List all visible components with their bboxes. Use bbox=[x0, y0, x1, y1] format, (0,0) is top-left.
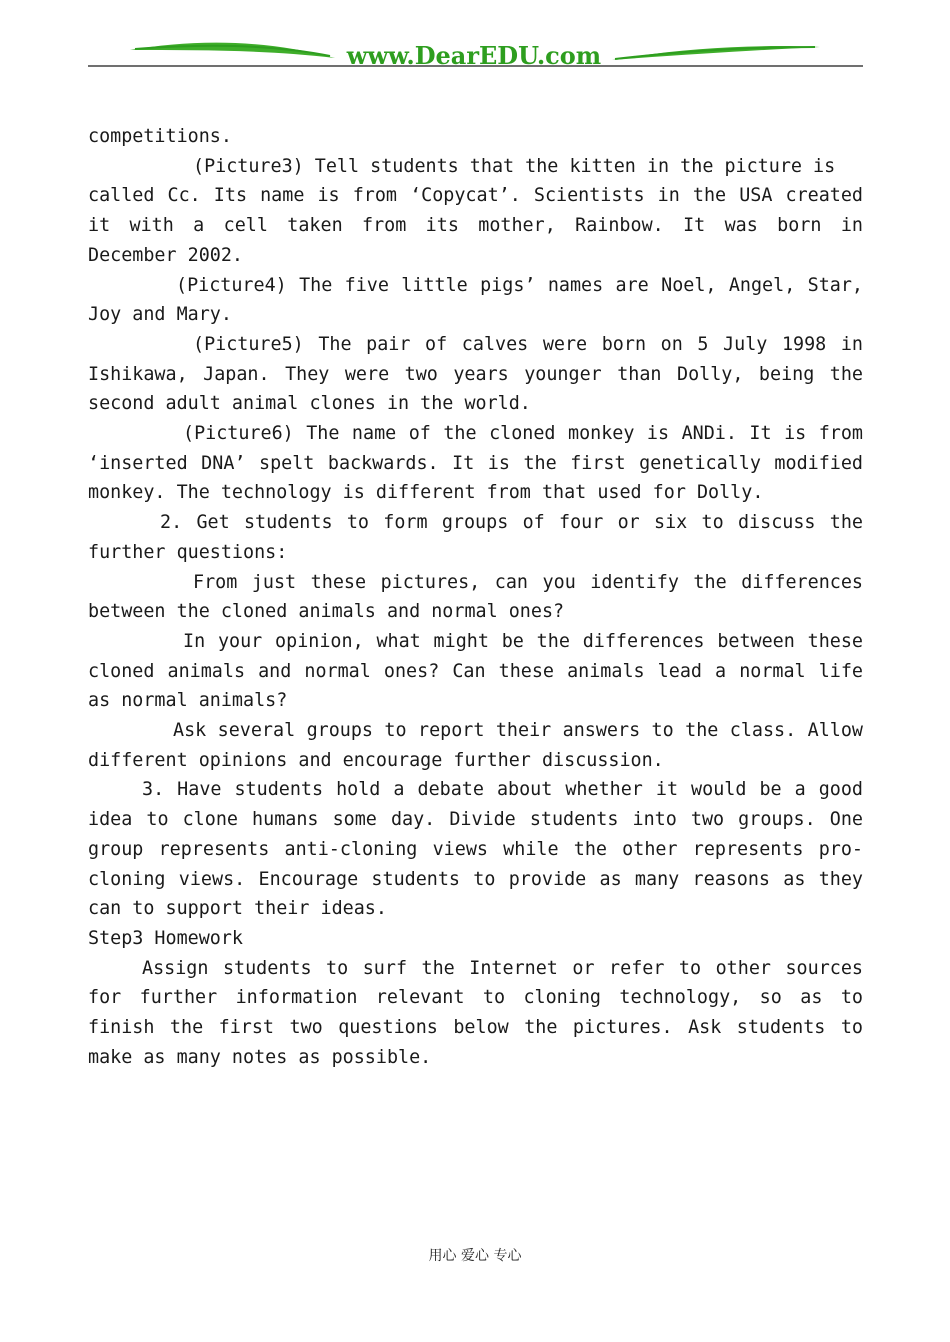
document-body bbox=[88, 122, 863, 1073]
page-header bbox=[0, 0, 950, 80]
paragraph: 2. Get students to form groups of four or six to discuss the further questions: bbox=[88, 512, 863, 563]
paragraph: called Cc. Its name is from ‘Copycat’. Scientists in the USA created it with a cell taken from its mother, Rainbow. It was born in December 2002. bbox=[88, 185, 863, 266]
paragraph: (Picture3) Tell students that the kitten in the picture is bbox=[193, 155, 836, 177]
page-footer: 用心 爱心 专心 bbox=[428, 1248, 522, 1264]
paragraph: Ask several groups to report their answers to the class. Allow different opinions and encourage further discussion. bbox=[88, 720, 863, 771]
left-swoosh-icon bbox=[130, 43, 335, 58]
paragraph: 3. Have students hold a debate about whether it would be a good idea to clone humans some day. Divide students into two groups. One group represents anti-cloning views while the other represents pro-cloning views. Encourage students to provide as many reasons as they can to support their ideas. bbox=[88, 779, 863, 920]
paragraph: (Picture5) The pair of calves were born on 5 July 1998 in Ishikawa, Japan. They were two years younger than Dolly, being the second adult animal clones in the world. bbox=[88, 333, 863, 415]
paragraph: Assign students to surf the Internet or refer to other sources for further information relevant to cloning technology, so as to finish the first two questions below the pictures. Ask students to make as many notes as possible. bbox=[88, 957, 863, 1068]
paragraph: From just these pictures, can you identify the differences between the cloned animals and normal ones? bbox=[88, 571, 863, 623]
paragraph: competitions. bbox=[88, 126, 232, 147]
logo-text: www.DearEDU.com bbox=[346, 41, 602, 70]
paragraph: (Picture6) The name of the cloned monkey is ANDi. It is from ‘inserted DNA’ spelt backwards. It is the first genetically modified monkey. The technology is different from that used for Dolly. bbox=[88, 423, 863, 504]
paragraph: Step3 Homework bbox=[88, 927, 244, 949]
paragraph: In your opinion, what might be the differences between these cloned animals and normal ones? Can these animals lead a normal life as normal animals? bbox=[88, 630, 863, 712]
header-logo-graphic bbox=[0, 0, 950, 80]
paragraph: (Picture4) The five little pigs’ names are Noel, Angel, Star, Joy and Mary. bbox=[88, 274, 863, 326]
